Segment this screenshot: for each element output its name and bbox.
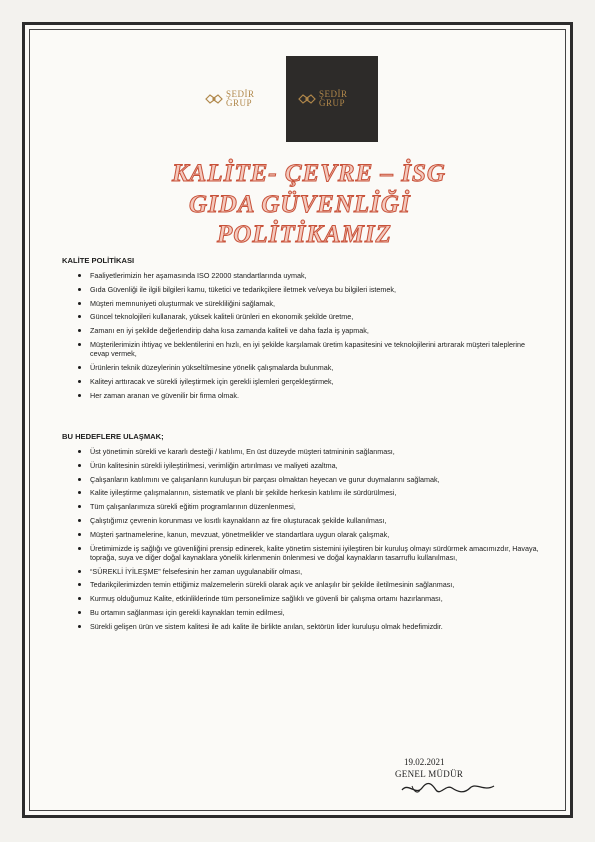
title-line-3: POLİTİKAMIZ xyxy=(217,221,392,248)
policy-item: Kurmuş olduğumuz Kalite, etkinliklerinde tüm personelimize sağlıklı ve güvenli bir çalışma ortamı hazırlanması, xyxy=(62,594,540,603)
title-line-1: KALİTE- ÇEVRE – İSG xyxy=(172,160,446,187)
policy-item: Tüm çalışanlarımıza sürekli eğitim programlarının düzenlenmesi, xyxy=(62,502,540,511)
policy-item: Çalıştığımız çevrenin korunması ve kısıtlı kaynakların az fire oluşturacak şekilde kullanılması, xyxy=(62,516,540,525)
policy-item: Her zaman aranan ve güvenilir bir firma olmak. xyxy=(62,391,540,400)
policy-item: Çalışanların katılımını ve çalışanların kuruluşun bir parçası olmaktan heyecan ve gurur duymalarını sağlamak, xyxy=(62,475,540,484)
policy-item: Müşteri memnuniyeti oluşturmak ve sürekliliğini sağlamak, xyxy=(62,299,540,308)
crown-emblem-icon xyxy=(298,92,316,106)
policy-item: Güncel teknolojileri kullanarak, yüksek kaliteli ürünleri en ekonomik şekilde üretme, xyxy=(62,312,540,321)
title-line-2: GIDA GÜVENLİĞİ xyxy=(189,191,411,218)
policy-item: Müşteri şartnamelerine, kanun, mevzuat, yönetmelikler ve standartlara uygun olarak çalışmak, xyxy=(62,530,540,539)
policy-item: Tedarikçilerimizden temin ettiğimiz malzemelerin sürekli olarak açık ve anlaşılır bir şekilde iletilmesinin sağlanması, xyxy=(62,580,540,589)
logo-text-line2: GRUP xyxy=(226,98,253,108)
policy-item: “SÜREKLİ İYİLEŞME” felsefesinin her zaman uygulanabilir olması, xyxy=(62,567,540,576)
section-heading-goals: BU HEDEFLERE ULAŞMAK; xyxy=(62,432,164,441)
quality-policy-list xyxy=(62,271,540,404)
company-logo-right xyxy=(298,90,348,108)
document-inner-frame xyxy=(29,29,566,811)
policy-item: Faaliyetlerimizin her aşamasında ISO 22000 standartlarında uymak, xyxy=(62,271,540,280)
signature-image xyxy=(398,778,498,800)
policy-item: Üst yönetimin sürekli ve kararlı desteği / katılımı, En üst düzeyde müşteri tatmininin sağlanması, xyxy=(62,447,540,456)
section-heading-quality-policy: KALİTE POLİTİKASI xyxy=(62,256,135,265)
logo-text-line1: ŞEDİR xyxy=(226,89,255,99)
signatory-title: GENEL MÜDÜR xyxy=(395,769,464,779)
policy-item: Gıda Güvenliği ile ilgili bilgileri kamu, tüketici ve tedarikçilere iletmek ve/veya bu bilgileri istemek, xyxy=(62,285,540,294)
policy-item: Ürünlerin teknik düzeylerinin yükseltilmesine yönelik çalışmalarda bulunmak, xyxy=(62,363,540,372)
logo-text-line1: ŞEDİR xyxy=(319,89,348,99)
company-logo-left xyxy=(205,90,255,108)
policy-item: Sürekli gelişen ürün ve sistem kalitesi ile adı kalite ile birlikte anılan, sektörün lider kuruluşu olmak hedefimizdir. xyxy=(62,622,540,631)
policy-item: Üretimimizde iş sağlığı ve güvenliğini prensip edinerek, kalite yönetim sistemini iyileştiren bir kuruluş olmayı sürdürmek amacımızdır, Havaya, toprağa, suya ve diğer doğal kaynaklara yönelik kirlenmenin önlenmesi ve doğal kaynakların tasarruflu kullanılması, xyxy=(62,544,540,562)
policy-item: Kaliteyi arttıracak ve sürekli iyileştirmek için gerekli işlemleri gerçekleştirmek, xyxy=(62,377,540,386)
logo-text-line2: GRUP xyxy=(319,98,346,108)
policy-item: Zamanı en iyi şekilde değerlendirip daha kısa zamanda kaliteli ve daha fazla iş yapmak, xyxy=(62,326,540,335)
crown-emblem-icon xyxy=(205,92,223,106)
policy-item: Ürün kalitesinin sürekli iyileştirilmesi, verimliğin artırılması ve maliyeti azaltma, xyxy=(62,461,540,470)
goals-list xyxy=(62,447,540,636)
policy-item: Müşterilerimizin ihtiyaç ve beklentilerini en hızlı, en iyi şekilde karşılamak üretim kapasitesini ve teknolojilerini artırarak müşteri taleplerine cevap vermek, xyxy=(62,340,540,358)
document-date: 19.02.2021 xyxy=(404,757,445,767)
policy-item: Kalite iyileştirme çalışmalarının, sistematik ve planlı bir şekilde herkesin katılımı ile sürdürülmesi, xyxy=(62,488,540,497)
policy-item: Bu ortamın sağlanması için gerekli kaynakları temin edilmesi, xyxy=(62,608,540,617)
